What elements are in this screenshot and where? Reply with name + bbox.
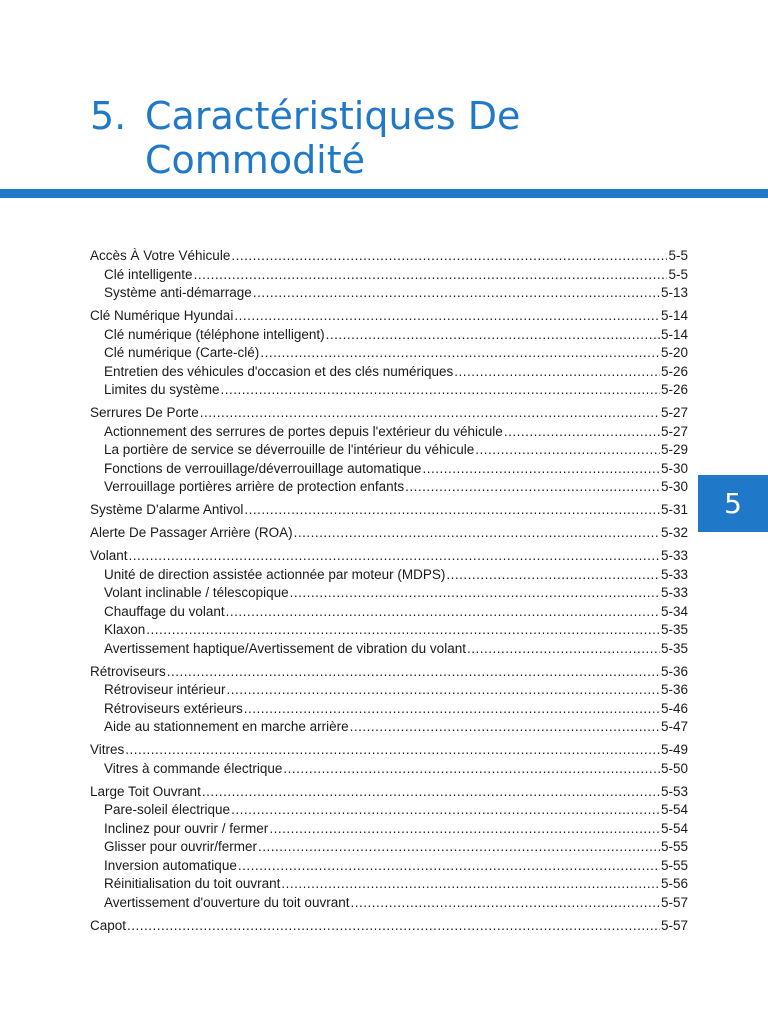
- toc-subsection-entry[interactable]: [90, 381, 688, 400]
- toc-section-entry[interactable]: [90, 524, 688, 543]
- toc-leader-dots: [231, 801, 660, 820]
- toc-page-number: 5-36: [660, 682, 688, 697]
- toc-page-number: 5-14: [660, 308, 688, 323]
- toc-entry-title: Rétroviseurs: [90, 663, 166, 679]
- toc-subsection-entry[interactable]: [90, 441, 688, 460]
- toc-leader-dots: [350, 718, 660, 737]
- toc-page-number: 5-35: [660, 622, 688, 637]
- toc-section-entry[interactable]: [90, 663, 688, 682]
- toc-page-number: 5-53: [660, 783, 688, 799]
- toc-entry-title: Pare-soleil électrique: [104, 802, 231, 817]
- toc-leader-dots: [446, 566, 660, 585]
- toc-page-number: 5-55: [660, 839, 688, 854]
- toc-page-number: 5-50: [660, 760, 688, 776]
- toc-entry-title: Alerte De Passager Arrière (ROA): [90, 525, 293, 540]
- toc-leader-dots: [290, 584, 660, 603]
- toc-entry-title: Verrouillage portières arrière de protection enfants: [104, 479, 405, 494]
- toc-subsection-entry[interactable]: [90, 875, 688, 894]
- toc-page-number: 5-29: [660, 442, 688, 457]
- toc-page-number: 5-49: [660, 742, 688, 757]
- toc-entry-title: La portière de service se déverrouille de l'intérieur du véhicule: [104, 442, 475, 457]
- toc-entry-title: Large Toit Ouvrant: [90, 783, 201, 799]
- toc-leader-dots: [167, 663, 660, 682]
- toc-entry-title: Volant: [90, 548, 128, 563]
- chapter-title-text: Caractéristiques De Commodité: [145, 94, 521, 182]
- toc-entry-title: Klaxon: [104, 622, 146, 637]
- toc-page-number: 5-33: [660, 566, 688, 582]
- toc-entry-title: Aide au stationnement en marche arrière: [104, 719, 349, 734]
- table-of-contents: [90, 247, 688, 935]
- toc-subsection-entry[interactable]: [90, 478, 688, 497]
- toc-leader-dots: [260, 344, 660, 363]
- toc-subsection-entry[interactable]: [90, 326, 688, 345]
- toc-leader-dots: [350, 894, 660, 913]
- toc-subsection-entry[interactable]: [90, 838, 688, 857]
- toc-page-number: 5-57: [660, 894, 688, 910]
- toc-entry-title: Rétroviseur intérieur: [104, 682, 226, 697]
- toc-leader-dots: [422, 460, 660, 479]
- toc-page-number: 5-33: [660, 585, 688, 600]
- toc-section-entry[interactable]: [90, 501, 688, 520]
- toc-leader-dots: [454, 363, 660, 382]
- toc-entry-title: Accès À Votre Véhicule: [90, 248, 231, 263]
- toc-entry-title: Chauffage du volant: [104, 603, 225, 619]
- chapter-number: 5.: [90, 94, 127, 138]
- toc-page-number: 5-54: [660, 820, 688, 836]
- toc-page-number: 5-47: [660, 719, 688, 734]
- toc-leader-dots: [231, 247, 667, 266]
- toc-leader-dots: [283, 760, 660, 779]
- toc-entry-title: Serrures De Porte: [90, 405, 199, 420]
- toc-subsection-entry[interactable]: [90, 566, 688, 585]
- toc-subsection-entry[interactable]: [90, 266, 688, 285]
- toc-leader-dots: [227, 681, 660, 700]
- toc-page-number: 5-33: [660, 548, 688, 563]
- toc-page-number: 5-27: [660, 423, 688, 439]
- toc-subsection-entry[interactable]: [90, 801, 688, 820]
- chapter-tab: 5: [698, 475, 768, 532]
- toc-subsection-entry[interactable]: [90, 363, 688, 382]
- toc-leader-dots: [244, 501, 660, 520]
- chapter-divider: [0, 189, 768, 198]
- toc-leader-dots: [125, 741, 660, 760]
- toc-page-number: 5-5: [668, 248, 688, 263]
- toc-subsection-entry[interactable]: [90, 621, 688, 640]
- toc-subsection-entry[interactable]: [90, 820, 688, 839]
- toc-subsection-entry[interactable]: [90, 460, 688, 479]
- toc-leader-dots: [200, 404, 660, 423]
- toc-subsection-entry[interactable]: [90, 423, 688, 442]
- toc-subsection-entry[interactable]: [90, 603, 688, 622]
- toc-page-number: 5-46: [660, 700, 688, 716]
- toc-section-entry[interactable]: [90, 247, 688, 266]
- toc-page-number: 5-30: [660, 460, 688, 476]
- toc-entry-title: Réinitialisation du toit ouvrant: [104, 876, 281, 891]
- toc-subsection-entry[interactable]: [90, 894, 688, 913]
- toc-subsection-entry[interactable]: [90, 857, 688, 876]
- toc-leader-dots: [127, 917, 660, 936]
- toc-leader-dots: [202, 783, 660, 802]
- toc-page-number: 5-20: [660, 345, 688, 360]
- toc-entry-title: Clé numérique (Carte-clé): [104, 345, 260, 360]
- toc-subsection-entry[interactable]: [90, 718, 688, 737]
- toc-leader-dots: [234, 307, 660, 326]
- toc-entry-title: Système D'alarme Antivol: [90, 502, 244, 517]
- toc-entry-title: Clé numérique (téléphone intelligent): [104, 326, 325, 342]
- toc-entry-title: Glisser pour ouvrir/fermer: [104, 839, 258, 854]
- toc-page-number: 5-57: [660, 917, 688, 933]
- toc-entry-title: Clé Numérique Hyundai: [90, 308, 234, 323]
- toc-leader-dots: [294, 524, 660, 543]
- toc-subsection-entry[interactable]: [90, 284, 688, 303]
- toc-leader-dots: [405, 478, 660, 497]
- toc-subsection-entry[interactable]: [90, 640, 688, 659]
- toc-leader-dots: [146, 621, 660, 640]
- toc-section-entry[interactable]: [90, 917, 688, 936]
- toc-page-number: 5-54: [660, 802, 688, 817]
- toc-subsection-entry[interactable]: [90, 344, 688, 363]
- toc-leader-dots: [194, 266, 668, 285]
- toc-leader-dots: [129, 547, 660, 566]
- toc-section-entry[interactable]: [90, 741, 688, 760]
- toc-entry-title: Vitres à commande électrique: [104, 760, 283, 776]
- toc-entry-title: Fonctions de verrouillage/déverrouillage automatique: [104, 460, 422, 476]
- toc-entry-title: Unité de direction assistée actionnée par moteur (MDPS): [104, 566, 446, 582]
- toc-leader-dots: [326, 326, 660, 345]
- toc-subsection-entry[interactable]: [90, 760, 688, 779]
- toc-subsection-entry[interactable]: [90, 584, 688, 603]
- toc-entry-title: Avertissement haptique/Avertissement de vibration du volant: [104, 640, 466, 656]
- toc-page-number: 5-55: [660, 857, 688, 873]
- toc-section-entry[interactable]: [90, 404, 688, 423]
- toc-page-number: 5-14: [660, 326, 688, 342]
- toc-entry-title: Inversion automatique: [104, 857, 237, 873]
- toc-subsection-entry[interactable]: [90, 700, 688, 719]
- toc-page-number: 5-5: [668, 266, 688, 282]
- toc-entry-title: Limites du système: [104, 382, 220, 397]
- toc-entry-title: Entretien des véhicules d'occasion et des clés numériques: [104, 363, 454, 379]
- toc-entry-title: Système anti-démarrage: [104, 285, 252, 300]
- toc-entry-title: Actionnement des serrures de portes depuis l'extérieur du véhicule: [104, 423, 503, 439]
- toc-entry-title: Vitres: [90, 742, 125, 757]
- toc-leader-dots: [269, 820, 660, 839]
- toc-entry-title: Inclinez pour ouvrir / fermer: [104, 820, 269, 836]
- toc-page-number: 5-35: [660, 640, 688, 656]
- toc-entry-title: Clé intelligente: [104, 266, 193, 282]
- toc-section-entry[interactable]: [90, 307, 688, 326]
- toc-entry-title: Rétroviseurs extérieurs: [104, 700, 243, 716]
- toc-leader-dots: [504, 423, 660, 442]
- toc-leader-dots: [244, 700, 660, 719]
- toc-entry-title: Capot: [90, 917, 127, 933]
- toc-leader-dots: [253, 284, 660, 303]
- toc-page-number: 5-31: [660, 502, 688, 517]
- toc-leader-dots: [475, 441, 660, 460]
- toc-entry-title: Avertissement d'ouverture du toit ouvrant: [104, 894, 350, 910]
- toc-page-number: 5-30: [660, 479, 688, 494]
- toc-page-number: 5-26: [660, 363, 688, 379]
- toc-page-number: 5-26: [660, 382, 688, 397]
- toc-leader-dots: [221, 381, 660, 400]
- toc-leader-dots: [238, 857, 660, 876]
- toc-page-number: 5-32: [660, 525, 688, 540]
- toc-leader-dots: [258, 838, 660, 857]
- toc-page-number: 5-34: [660, 603, 688, 619]
- toc-page-number: 5-27: [660, 405, 688, 420]
- toc-page-number: 5-36: [660, 663, 688, 679]
- toc-leader-dots: [226, 603, 660, 622]
- chapter-title: [90, 94, 625, 182]
- toc-subsection-entry[interactable]: [90, 681, 688, 700]
- toc-page-number: 5-13: [660, 285, 688, 300]
- toc-leader-dots: [281, 875, 660, 894]
- toc-section-entry[interactable]: [90, 547, 688, 566]
- toc-page-number: 5-56: [660, 876, 688, 891]
- toc-section-entry[interactable]: [90, 783, 688, 802]
- toc-entry-title: Volant inclinable / télescopique: [104, 585, 289, 600]
- toc-leader-dots: [467, 640, 660, 659]
